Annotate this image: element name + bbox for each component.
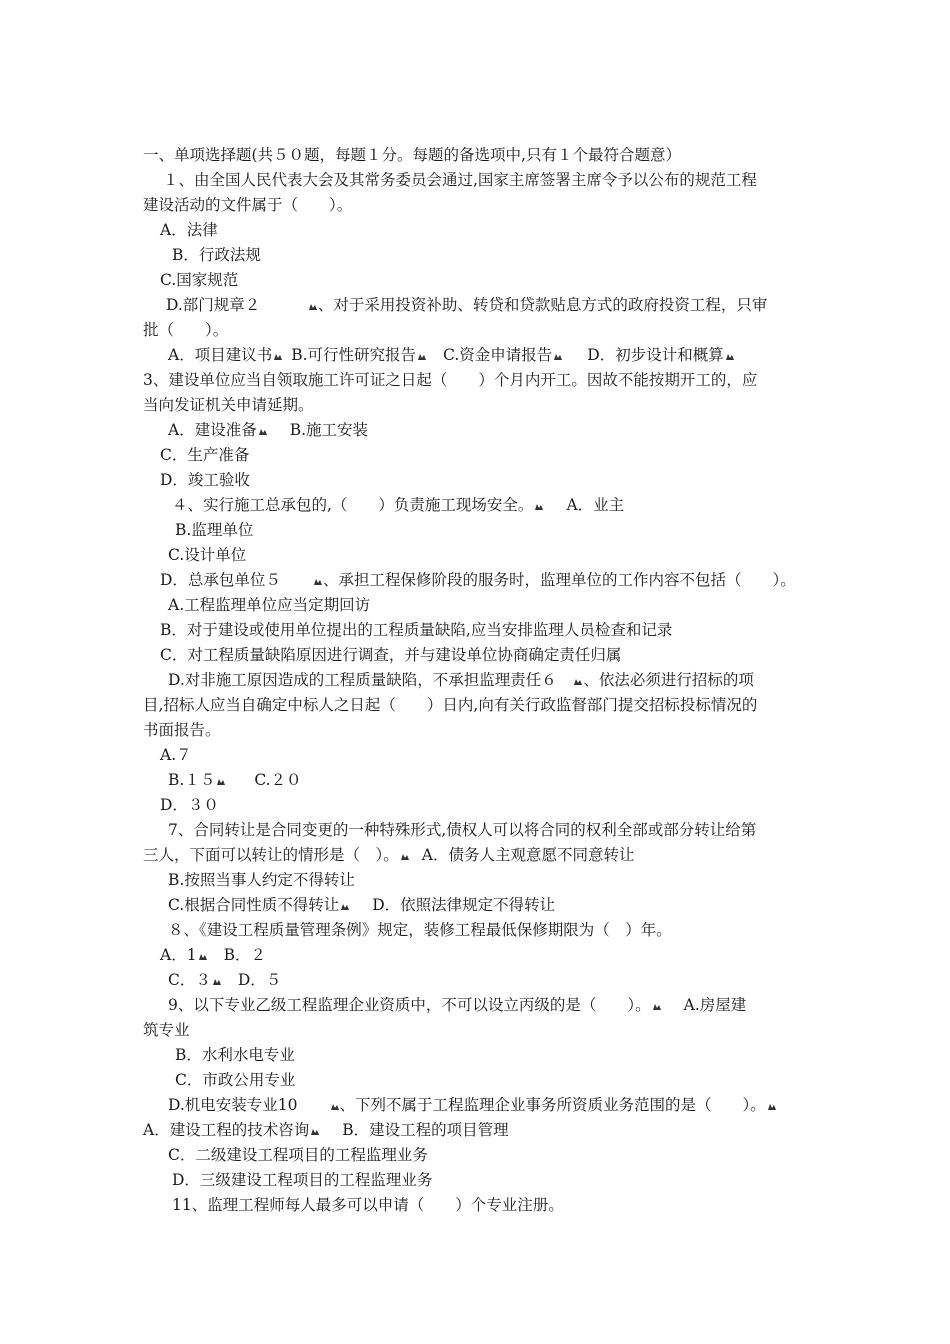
option-text: C.２０ [254, 771, 302, 789]
option-text: A.工程监理单位应当定期回访 [168, 596, 371, 614]
option-text: A．项目建议书 [168, 346, 273, 364]
option-text: B．水利水电专业 [175, 1046, 295, 1064]
option-text: B.１５ [168, 771, 216, 789]
option-text: A．建设工程的技术咨询 [143, 1121, 310, 1139]
mark-icon [724, 346, 735, 364]
question-10-line-1 [168, 1095, 777, 1115]
question-6-line-2: 目,招标人应当自确定中标人之日起（ ）日内,向有关行政监督部门提交招标投标情况的 [143, 696, 758, 714]
question-6-line-3: 书面报告。 [143, 721, 221, 739]
option-text: C.设计单位 [168, 546, 247, 564]
mark-icon [766, 1096, 777, 1114]
option-text: C．市政公用专业 [175, 1071, 296, 1089]
mark-icon [399, 846, 410, 864]
question-text: 、依法必须进行招标的项 [583, 671, 754, 689]
option-text: B.可行性研究报告 [291, 346, 417, 364]
option-text: D．３０ [160, 796, 219, 814]
option-text: A．债务人主观意愿不同意转让 [421, 846, 635, 864]
option-text: B.按照当事人约定不得转让 [168, 871, 355, 889]
mark-icon [272, 346, 283, 364]
question-2-line-1 [166, 295, 767, 315]
question-3-line-2: 当向发证机关申请延期。 [143, 396, 314, 414]
mark-icon [312, 571, 323, 589]
option-text: D．５ [237, 971, 282, 989]
mark-icon [552, 346, 563, 364]
option-text: D．竣工验收 [160, 471, 250, 489]
options-row [168, 420, 368, 440]
mark-icon [572, 671, 583, 689]
question-7-line-1: 7、合同转让是合同变更的一种特殊形式,债权人可以将合同的权利全部或部分转让给第 [168, 821, 757, 839]
options-row [168, 770, 302, 790]
question-text: ４、实行施工总承包的,（ ）负责施工现场安全。 [172, 496, 534, 514]
option-text: C.根据合同性质不得转让 [168, 896, 340, 914]
question-7-line-2 [143, 845, 634, 865]
option-text: A．建设准备 [168, 421, 257, 439]
option-text: B.监理单位 [175, 521, 254, 539]
mark-icon [211, 971, 222, 989]
mark-icon [651, 996, 662, 1014]
option-text: B．对于建设或使用单位提出的工程质量缺陷,应当安排监理人员检查和记录 [160, 621, 673, 639]
options-row [143, 1120, 509, 1140]
option-text: B．２ [223, 946, 266, 964]
question-1-line-1: １、由全国人民代表大会及其常务委员会通过,国家主席签署主席令予以公布的规范工程 [163, 171, 757, 189]
option-text: D．总承包单位５ [160, 571, 312, 589]
option-text: B．建设工程的项目管理 [342, 1121, 509, 1139]
option-text: D．依照法律规定不得转让 [372, 896, 556, 914]
option-text: D.对非施工原因造成的工程质量缺陷，不承担监理责任６ [168, 671, 573, 689]
options-row [168, 970, 281, 990]
question-5-line-1 [160, 570, 796, 590]
option-text: C．对工程质量缺陷原因进行调查，并与建设单位协商确定责任归属 [160, 646, 622, 664]
mark-icon [416, 346, 427, 364]
option-text: C．生产准备 [160, 446, 250, 464]
option-text: A．法律 [160, 221, 218, 239]
mark-icon [197, 946, 208, 964]
question-4-line-1 [172, 495, 624, 515]
section-heading: 一、单项选择题(共５０题，每题１分。每题的备选项中,只有１个最符合题意） [143, 146, 681, 164]
mark-icon [339, 896, 350, 914]
option-text: D.机电安装专业10 [168, 1096, 329, 1114]
question-9-line-1 [168, 995, 746, 1015]
mark-icon [257, 421, 268, 439]
mark-icon [329, 1096, 340, 1114]
option-text: C．二级建设工程项目的工程监理业务 [168, 1146, 428, 1164]
option-text: A.房屋建 [683, 996, 747, 1014]
option-text: C.资金申请报告 [443, 346, 553, 364]
mark-icon [215, 771, 226, 789]
options-row [168, 345, 735, 365]
option-text: D．三级建设工程项目的工程监理业务 [172, 1171, 433, 1189]
options-row [160, 945, 266, 965]
question-9-line-2: 筑专业 [143, 1021, 190, 1039]
question-8-line-1: ８、《建设工程质量管理条例》规定，装修工程最低保修期限为（ ）年。 [168, 921, 672, 939]
question-3-line-1: 3、建设单位应当自领取施工许可证之日起（ ）个月内开工。因故不能按期开工的，应 [143, 371, 758, 389]
option-text: B.施工安装 [289, 421, 369, 439]
option-text: C.国家规范 [160, 271, 239, 289]
option-text: A.７ [160, 746, 192, 764]
option-text: A．1 [160, 946, 197, 964]
question-text: 、下列不属于工程监理企业事务所资质业务范围的是（ ）。 [339, 1096, 766, 1114]
options-row [168, 895, 555, 915]
question-text: 9、以下专业乙级工程监理企业资质中，不可以设立丙级的是（ ）。 [168, 996, 651, 1014]
question-11-line-1: 11、监理工程师每人最多可以申请（ ）个专业注册。 [172, 1196, 564, 1214]
option-text: D．初步设计和概算 [587, 346, 724, 364]
option-text: C．３ [168, 971, 211, 989]
question-1-line-2: 建设活动的文件属于（ ）。 [143, 196, 353, 214]
question-2-line-2: 批（ ）。 [143, 321, 229, 339]
mark-icon [533, 496, 544, 514]
question-text: 、承担工程保修阶段的服务时，监理单位的工作内容不包括（ ）。 [322, 571, 796, 589]
question-6-line-1 [168, 670, 754, 690]
mark-icon [309, 1121, 320, 1139]
question-text: 、对于采用投资补助、转贷和贷款贴息方式的政府投资工程，只审 [317, 296, 768, 314]
option-text: D.部门规章２ [166, 296, 307, 314]
question-text: 三人，下面可以转让的情形是（ ）。 [143, 846, 399, 864]
option-text: B．行政法规 [172, 246, 261, 264]
option-text: A．业主 [566, 496, 625, 514]
mark-icon [307, 296, 318, 314]
